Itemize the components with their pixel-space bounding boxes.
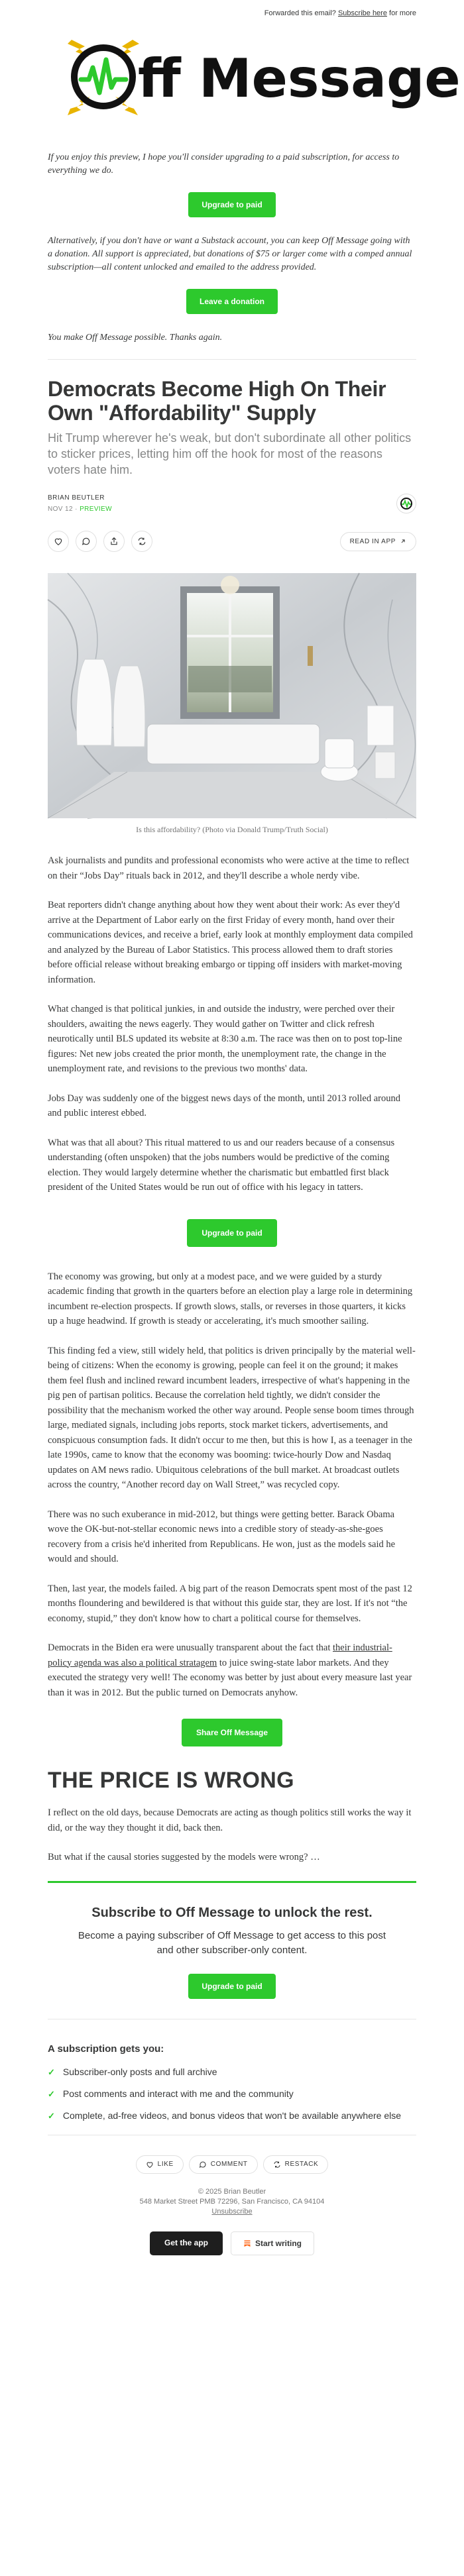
paragraph: There was no such exuberance in mid-2012, but things were getting better. Barack Obama wove the OK-but-not-stellar economic news into a credible story of steady-as-she-goes recovery from a crisis he'd inherited from Republicans. He won, just as the models said he would and should. (48, 1509, 396, 1564)
external-arrow-icon (400, 538, 406, 545)
unsubscribe-link[interactable]: Unsubscribe (211, 2207, 253, 2216)
benefits-list (48, 2065, 416, 2123)
list-item: ✓ Subscriber-only posts and full archive (48, 2065, 416, 2079)
paragraph: The economy was growing, but only at a modest pace, and we were guided by a sturdy academic finding that growth in the quarters before an election play a large role in determining incumbent re-election prospects. If growth slows, stalls, or reverses in those quarters, it kicks up a huge headwind. If growth is steady or accelerating, it's much smoother sailing. (48, 1271, 413, 1326)
divider (48, 359, 416, 360)
svg-text:Message: Message (199, 48, 461, 109)
restack-button[interactable] (131, 531, 152, 552)
image-caption: Is this affordability? (Photo via Donald Trump/Truth Social) (136, 825, 328, 834)
check-icon: ✓ (48, 2066, 55, 2077)
comment-icon (82, 537, 91, 546)
comment-icon (199, 2161, 207, 2169)
forward-notice: Forwarded this email? Subscribe here for more (264, 9, 416, 17)
paywall-upgrade-button[interactable]: Upgrade to paid (188, 1974, 275, 1999)
share-publication-button[interactable]: Share Off Message (182, 1719, 282, 1746)
paywall-divider (48, 1881, 416, 1883)
paragraph-with-link: Democrats in the Biden era were unusually transparent about the fact that their industrial-policy agenda was also a political stratagem to juice swing-state labor markets. And they executed the strategy very well! The economy was better by just about every measure last year than it was in 2012. But the public turned on Democrats anyhow. (48, 1642, 412, 1698)
share-icon (109, 537, 119, 546)
mailing-address: 548 Market Street PMB 72296, San Francisco, CA 94104 (139, 2197, 325, 2206)
hero-image[interactable] (48, 573, 416, 818)
byline (48, 494, 416, 513)
paywall-title: Subscribe to Off Message to unlock the rest. (91, 1905, 373, 1920)
copyright: © 2025 Brian Beutler (198, 2187, 266, 2196)
paragraph: Jobs Day was suddenly one of the biggest news days of the month, until 2013 rolled around and public interest ebbed. (48, 1093, 400, 1118)
comment-button[interactable] (76, 531, 97, 552)
paywall-subtitle: Become a paying subscriber of Off Message to get access to this post and other subscriber-only content. (78, 1929, 386, 1956)
logo-mini-icon (399, 496, 414, 511)
footer-actions (48, 2155, 416, 2174)
list-item: ✓ Complete, ad-free videos, and bonus videos that won't be available anywhere else (48, 2109, 416, 2123)
paragraph: But what if the causal stories suggested by the models were wrong? … (48, 1852, 320, 1862)
subscribe-here-link[interactable]: Subscribe here (337, 9, 387, 17)
industrial-policy-link[interactable]: their industrial-policy agenda was also a political stratagem (48, 1642, 392, 1668)
check-icon: ✓ (48, 2088, 55, 2099)
svg-text:ff: ff (138, 48, 181, 109)
app-buttons (48, 2231, 416, 2255)
benefits-title: A subscription gets you: (48, 2043, 164, 2055)
bathroom-photo (48, 573, 416, 818)
read-in-app-button[interactable]: READ IN APP (340, 532, 416, 551)
post-title[interactable]: Democrats Become High On Their Own "Affordability" Supply (48, 377, 386, 425)
footer-comment-button[interactable]: COMMENT (189, 2155, 258, 2174)
post-subtitle: Hit Trump wherever he's weak, but don't subordinate all other politics to sticker prices, letting him off the hook for most of the reasons voters hate him. (48, 431, 412, 476)
post-actions (48, 531, 416, 552)
get-app-button[interactable]: Get the app (150, 2231, 223, 2255)
start-writing-button[interactable]: Start writing (231, 2231, 314, 2255)
thanks-note: You make Off Message possible. Thanks again. (48, 333, 223, 343)
restack-icon (137, 537, 146, 546)
logo-graphic (58, 28, 461, 134)
upgrade-button[interactable]: Upgrade to paid (188, 192, 275, 217)
paragraph: What was that all about? This ritual mattered to us and our readers because of a consensus understanding (often unspoken) that the jobs numbers would be predictive of the coming election. They would largely determine whether the charismatic but embattled first black president of the United States would be run out of office with his legacy in tatters. (48, 1137, 395, 1193)
section-heading: THE PRICE IS WRONG (48, 1768, 294, 1793)
footer (48, 2187, 416, 2217)
paragraph: Ask journalists and pundits and professional economists who were active at the time to reflect on their “Jobs Day” rituals back in 2012, and they'll describe a whole nerdy vibe. (48, 855, 410, 881)
author-name[interactable]: BRIAN BEUTLER (48, 494, 105, 502)
list-item: ✓ Post comments and interact with me and the community (48, 2087, 416, 2101)
substack-icon (243, 2239, 251, 2247)
donation-button[interactable]: Leave a donation (186, 289, 278, 314)
like-button[interactable] (48, 531, 69, 552)
check-icon: ✓ (48, 2110, 55, 2121)
restack-icon (273, 2161, 281, 2169)
post-date: NOV 12 · PREVIEW (48, 506, 112, 513)
heart-icon (54, 537, 63, 546)
footer-restack-button[interactable]: RESTACK (263, 2155, 329, 2174)
donation-note: Alternatively, if you don't have or want a Substack account, you can keep Off Message going with a donation. All support is appreciated, but donations of $75 or larger come with a comped annual subscription—all content unlocked and emailed to the address provided. (48, 236, 412, 272)
heart-icon (146, 2161, 154, 2169)
paragraph: What changed is that political junkies, in and outside the industry, were perched over their shoulders, awaiting the news eagerly. They would gather on Twitter and click refresh neurotically until BLS updated its website at 8:30 a.m. The race was then on to post top-line figures: Net new jobs created the prior month, the unemployment rate, the change in the unemployment rate, and revisions to the previous two months' data. (48, 1004, 402, 1074)
paragraph: I reflect on the old days, because Democrats are acting as though politics still works the way it did, or the way they thought it did, back then. (48, 1807, 412, 1833)
preview-badge: PREVIEW (80, 506, 112, 513)
preview-note: If you enjoy this preview, I hope you'll consider upgrading to a paid subscription, for access to everything we do. (48, 152, 400, 176)
paragraph: This finding fed a view, still widely held, that politics is driven principally by the material well-being of citizens: When the economy is growing, people can feel it on the ground; it makes them feel flush and inclined reward incumbent leaders, irrespective of what's happening in the pig pen of partisan politics. Because the correlation held tightly, we didn't consider the possibility that the mechanism worked the other way around. People sense boom times through large, mediated signals, including jobs reports, stock market tickers, advertisements, and conspicuous consumption fads. It didn't occur to me then, but this is how I, as a teenager in the late 1990s, came to know that the economy was booming: twice-hourly Dow and Nasdaq updates on AM news radio. Ubiquitous celebrations of the bull market. At broadcast outlets across the country, “Another record day on Wall Street,” was recycled copy. (48, 1345, 416, 1490)
mid-upgrade-button[interactable]: Upgrade to paid (187, 1219, 276, 1247)
off-message-logo[interactable] (0, 20, 464, 139)
publication-avatar[interactable] (396, 494, 416, 513)
paragraph: Then, last year, the models failed. A big part of the reason Democrats spent most of the past 12 months floundering and bewildered is that without this guide star, they are lost. If it's not “the economy, stupid,” they don't know how to chart a political course for themselves. (48, 1583, 412, 1624)
share-button[interactable] (103, 531, 125, 552)
footer-like-button[interactable]: LIKE (136, 2155, 184, 2174)
paragraph: Beat reporters didn't change anything about how they went about their work: As ever they'd arrive at the Department of Labor early on the first Friday of every month, hand over their communications devices, and receive a brief, early look at monthly employment data compiled and analyzed by the Bureau of Labor Statistics. This process allowed them to draft stories before official release without breaking embargo or tipping off insiders with market-moving information. (48, 900, 413, 985)
